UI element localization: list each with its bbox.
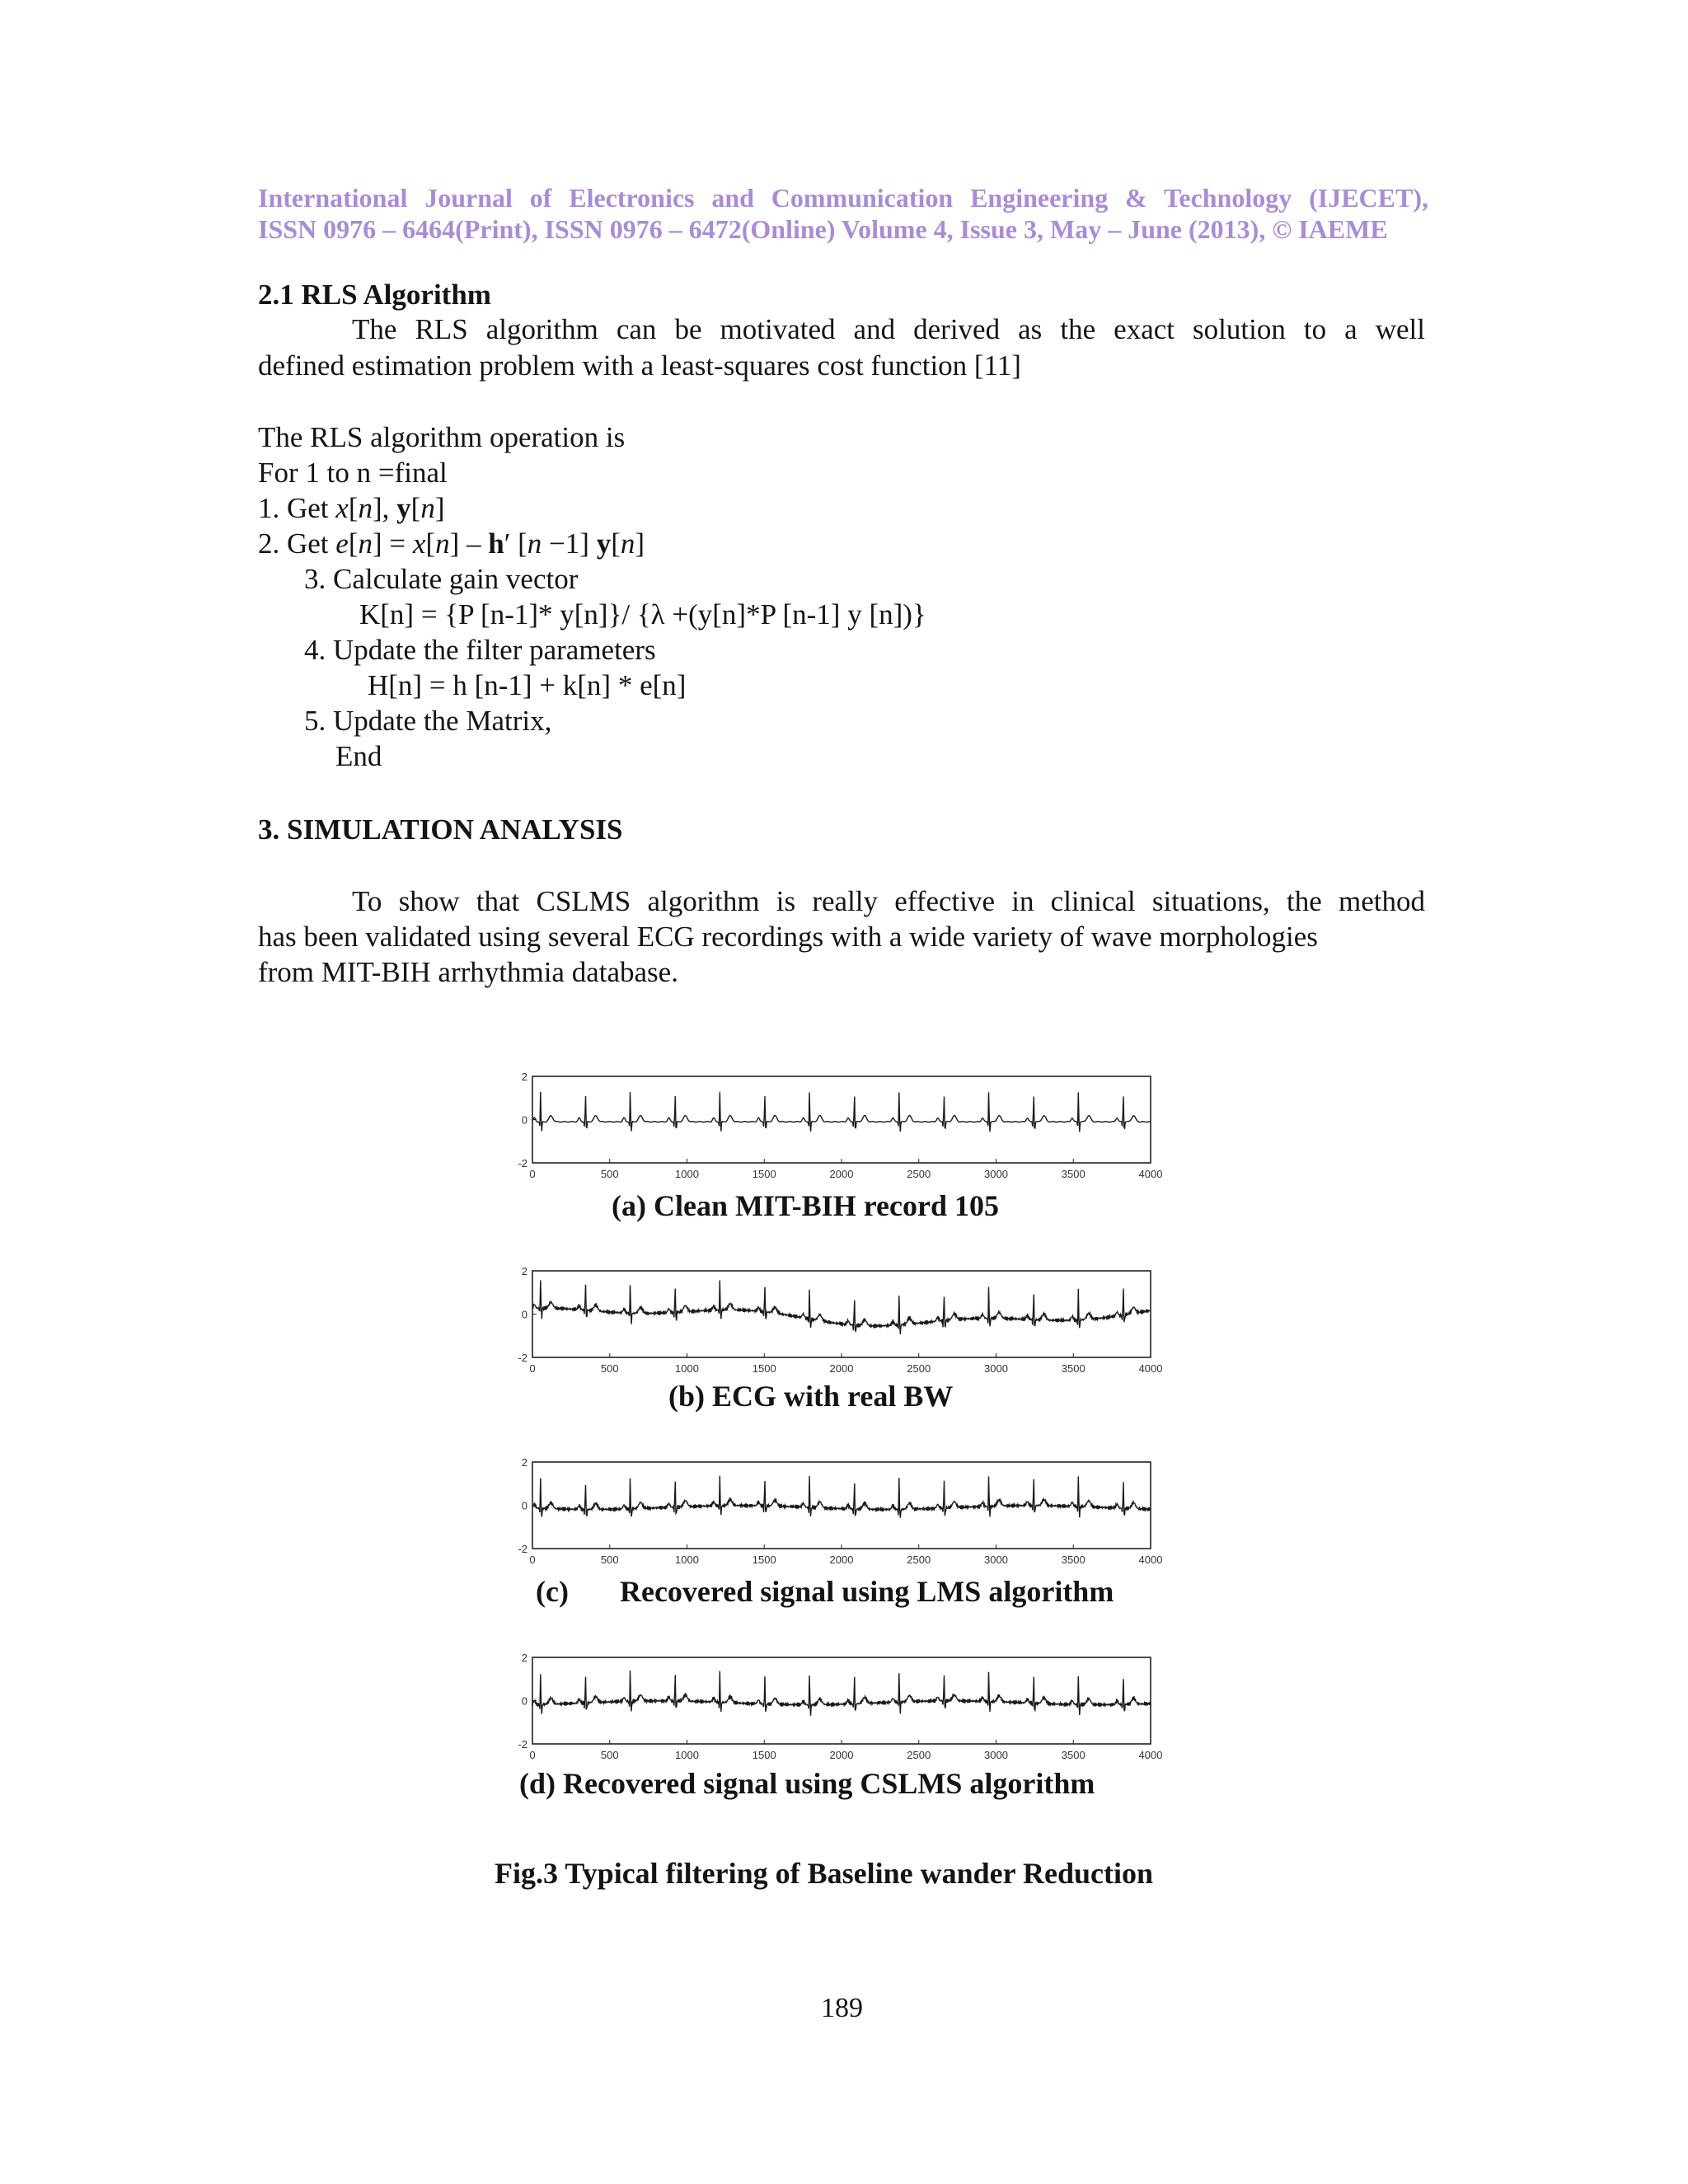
plot-c-xtick-label-2: 1000 bbox=[675, 1554, 699, 1566]
plot-a-ytick-label-1: 0 bbox=[521, 1113, 528, 1127]
plot-d-ytick-label-1: 0 bbox=[521, 1694, 528, 1708]
ecg-plot-b bbox=[511, 1259, 1170, 1375]
plot-d-xtick-label-4: 2000 bbox=[829, 1749, 854, 1761]
plot-b-ytick-label-0: 2 bbox=[521, 1265, 528, 1277]
plot-b-xtick-label-1: 500 bbox=[600, 1362, 619, 1375]
caption-c: (c) Recovered signal using LMS algorithm bbox=[536, 1575, 1114, 1608]
plot-c-ytick-label-0: 2 bbox=[521, 1456, 528, 1469]
caption-b: (b) ECG with real BW bbox=[668, 1380, 954, 1413]
plot-b-ytick-label-2: -2 bbox=[518, 1352, 528, 1364]
plot-c-xtick-label-3: 1500 bbox=[752, 1554, 776, 1566]
plot-d-ytick-label-0: 2 bbox=[521, 1652, 528, 1664]
plot-c-xtick-label-1: 500 bbox=[600, 1554, 619, 1566]
plot-c-xtick-label-7: 3500 bbox=[1061, 1554, 1085, 1566]
plot-d-ytick-label-2: -2 bbox=[518, 1738, 528, 1750]
plot-a-xtick-label-6: 3000 bbox=[984, 1168, 1008, 1180]
ecg-plot-c bbox=[511, 1451, 1170, 1566]
plot-d-xtick-label-3: 1500 bbox=[752, 1749, 776, 1761]
journal-header-line2: ISSN 0976 – 6464(Print), ISSN 0976 – 6472(Online) Volume 4, Issue 3, May – June (2013), © IAEME bbox=[258, 214, 1388, 244]
algorithm-loop: For 1 to n =final bbox=[258, 457, 448, 489]
plot-b-signal-line bbox=[532, 1280, 1151, 1334]
caption-d: (d) Recovered signal using CSLMS algorithm bbox=[519, 1767, 1095, 1800]
rls-paragraph-line2: defined estimation problem with a least-squares cost function [11] bbox=[258, 349, 1021, 382]
plot-d-xtick-label-8: 4000 bbox=[1138, 1749, 1163, 1761]
plot-d-axes-box bbox=[532, 1657, 1151, 1744]
plot-a-xtick-label-7: 3500 bbox=[1061, 1168, 1085, 1180]
figure-caption: Fig.3 Typical filtering of Baseline wander Reduction bbox=[495, 1857, 1153, 1890]
plot-a-ytick-label-0: 2 bbox=[521, 1071, 528, 1083]
ecg-plot-c-svg bbox=[511, 1451, 1170, 1566]
plot-a-xtick-label-5: 2500 bbox=[907, 1168, 931, 1180]
plot-b-xtick-label-0: 0 bbox=[529, 1362, 536, 1375]
plot-a-ytick-label-2: -2 bbox=[518, 1157, 528, 1169]
plot-c-signal-line bbox=[532, 1476, 1151, 1518]
plot-a-xtick-label-3: 1500 bbox=[752, 1168, 776, 1180]
algorithm-step-2: 2. Get e[n] = x[n] – h′ [n −1] y[n] bbox=[258, 527, 645, 560]
page-number: 189 bbox=[821, 1993, 863, 2023]
ecg-plot-d-svg bbox=[511, 1646, 1170, 1761]
ecg-plot-d bbox=[511, 1646, 1170, 1761]
simulation-paragraph-line2: has been validated using several ECG recordings with a wide variety of wave morphologies bbox=[258, 921, 1318, 953]
algorithm-step-4-equation: H[n] = h [n-1] + k[n] * e[n] bbox=[368, 669, 687, 701]
algorithm-step-1: 1. Get x[n], y[n] bbox=[258, 492, 445, 524]
plot-b-xtick-label-4: 2000 bbox=[829, 1362, 854, 1375]
algorithm-step-3-equation: K[n] = {P [n-1]* y[n]}/ {λ +(y[n]*P [n-1] y [n])} bbox=[359, 598, 926, 630]
plot-b-xtick-label-2: 1000 bbox=[675, 1362, 699, 1375]
plot-c-xtick-label-8: 4000 bbox=[1138, 1554, 1163, 1566]
plot-b-ytick-label-1: 0 bbox=[521, 1308, 528, 1321]
plot-d-xtick-label-5: 2500 bbox=[907, 1749, 931, 1761]
plot-b-xtick-label-7: 3500 bbox=[1061, 1362, 1085, 1375]
plot-a-xtick-label-4: 2000 bbox=[829, 1168, 854, 1180]
section-heading-rls: 2.1 RLS Algorithm bbox=[258, 279, 491, 311]
journal-header-line1: International Journal of Electronics and Communication Engineering & Technology (IJECET), bbox=[258, 183, 1428, 213]
algorithm-step-3: 3. Calculate gain vector bbox=[304, 563, 579, 595]
plot-b-xtick-label-6: 3000 bbox=[984, 1362, 1008, 1375]
algorithm-step-4: 4. Update the filter parameters bbox=[304, 634, 656, 666]
simulation-paragraph-line1: To show that CSLMS algorithm is really effective in clinical situations, the method bbox=[352, 885, 1425, 917]
ecg-plot-a bbox=[511, 1065, 1170, 1180]
plot-a-xtick-label-1: 500 bbox=[600, 1168, 619, 1180]
algorithm-intro: The RLS algorithm operation is bbox=[258, 421, 626, 453]
plot-b-xtick-label-5: 2500 bbox=[907, 1362, 931, 1375]
plot-a-signal-line bbox=[532, 1092, 1151, 1132]
simulation-paragraph-line3: from MIT-BIH arrhythmia database. bbox=[258, 956, 678, 988]
plot-d-xtick-label-2: 1000 bbox=[675, 1749, 699, 1761]
plot-a-xtick-label-8: 4000 bbox=[1138, 1168, 1163, 1180]
plot-d-xtick-label-7: 3500 bbox=[1061, 1749, 1085, 1761]
plot-c-xtick-label-0: 0 bbox=[529, 1554, 536, 1566]
section-heading-simulation: 3. SIMULATION ANALYSIS bbox=[258, 813, 623, 846]
caption-a: (a) Clean MIT-BIH record 105 bbox=[612, 1189, 999, 1222]
algorithm-step-5: 5. Update the Matrix, bbox=[304, 705, 552, 737]
plot-b-xtick-label-3: 1500 bbox=[752, 1362, 776, 1375]
algorithm-end: End bbox=[335, 740, 382, 772]
plot-b-xtick-label-8: 4000 bbox=[1138, 1362, 1163, 1375]
plot-b-axes-box bbox=[532, 1271, 1151, 1357]
rls-paragraph-line1: The RLS algorithm can be motivated and derived as the exact solution to a well bbox=[352, 313, 1425, 345]
ecg-plot-b-svg bbox=[511, 1259, 1170, 1375]
plot-c-ytick-label-1: 0 bbox=[521, 1499, 528, 1512]
plot-d-signal-line bbox=[532, 1671, 1151, 1716]
ecg-plot-a-svg bbox=[511, 1065, 1170, 1180]
plot-c-xtick-label-4: 2000 bbox=[829, 1554, 854, 1566]
plot-c-xtick-label-6: 3000 bbox=[984, 1554, 1008, 1566]
plot-a-xtick-label-0: 0 bbox=[529, 1168, 536, 1180]
plot-d-xtick-label-1: 500 bbox=[600, 1749, 619, 1761]
plot-d-xtick-label-0: 0 bbox=[529, 1749, 536, 1761]
plot-c-ytick-label-2: -2 bbox=[518, 1543, 528, 1555]
plot-d-xtick-label-6: 3000 bbox=[984, 1749, 1008, 1761]
plot-a-xtick-label-2: 1000 bbox=[675, 1168, 699, 1180]
plot-c-xtick-label-5: 2500 bbox=[907, 1554, 931, 1566]
